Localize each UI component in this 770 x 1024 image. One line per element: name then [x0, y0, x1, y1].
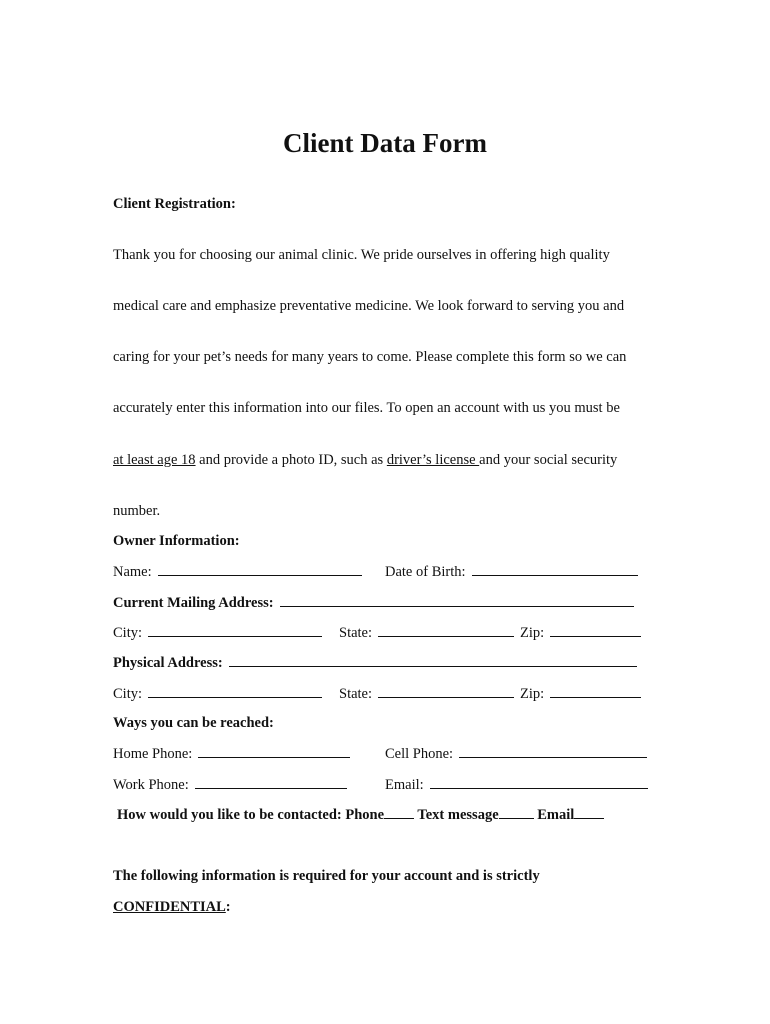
name-label: Name: — [113, 564, 152, 580]
text-option-field[interactable] — [499, 805, 534, 819]
city-label: City: — [113, 625, 143, 641]
cell-phone-field[interactable] — [459, 744, 647, 758]
intro-text-mid: and provide a photo ID, such as — [195, 452, 387, 468]
page-title: Client Data Form — [283, 128, 487, 158]
intro-line-5 — [113, 451, 617, 469]
intro-text-end: and your social security — [479, 452, 618, 468]
mailing-address-field[interactable] — [280, 593, 634, 607]
zip-label: Zip: — [520, 625, 545, 641]
dob-label: Date of Birth: — [385, 564, 466, 580]
state2-row — [339, 684, 514, 703]
owner-heading: Owner Information: — [113, 533, 240, 549]
city-row — [113, 623, 322, 642]
intro-line-2: medical care and emphasize preventative medicine. We look forward to serving you and — [113, 298, 625, 314]
work-phone-row — [113, 775, 347, 794]
mailing-row — [113, 593, 634, 612]
email-label: Email: — [385, 777, 424, 793]
state2-field[interactable] — [378, 684, 514, 698]
email-option-label: Email — [533, 807, 575, 823]
text-option-label: Text message — [414, 807, 499, 823]
intro-line-4: accurately enter this information into our files. To open an account with us you must be — [113, 400, 620, 416]
email-option-field[interactable] — [574, 805, 604, 819]
city2-row — [113, 684, 322, 703]
physical-label: Physical Address: — [113, 655, 223, 671]
dob-field[interactable] — [472, 562, 638, 576]
home-phone-row — [113, 744, 350, 763]
mailing-label: Current Mailing Address: — [113, 595, 274, 611]
state-row — [339, 623, 514, 642]
age-requirement: at least age 18 — [113, 452, 196, 468]
city-field[interactable] — [148, 623, 322, 637]
license-requirement: driver’s license — [386, 452, 480, 468]
state2-label: State: — [339, 686, 373, 702]
email-row — [385, 775, 648, 794]
state-field[interactable] — [378, 623, 514, 637]
name-field[interactable] — [158, 562, 362, 576]
dob-row — [385, 562, 638, 581]
zip2-field[interactable] — [550, 684, 641, 698]
intro-line-3: caring for your pet’s needs for many years to come. Please complete this form so we can — [113, 349, 627, 365]
zip2-label: Zip: — [520, 686, 545, 702]
contact-preference-row — [117, 805, 604, 824]
name-row — [113, 562, 362, 581]
cell-phone-label: Cell Phone: — [385, 746, 454, 762]
confidential-label: CONFIDENTIAL — [113, 899, 226, 915]
physical-row — [113, 653, 637, 672]
work-phone-field[interactable] — [195, 775, 347, 789]
city2-field[interactable] — [148, 684, 322, 698]
required-note: The following information is required for your account and is strictly — [113, 868, 540, 884]
state-label: State: — [339, 625, 373, 641]
contact-preference-label: How would you like to be contacted: Phone — [117, 807, 385, 823]
zip2-row — [520, 684, 641, 703]
physical-address-field[interactable] — [229, 653, 637, 667]
city2-label: City: — [113, 686, 143, 702]
confidential-colon: : — [225, 899, 231, 915]
work-phone-label: Work Phone: — [113, 777, 189, 793]
registration-heading: Client Registration: — [113, 196, 236, 212]
home-phone-field[interactable] — [198, 744, 350, 758]
cell-phone-row — [385, 744, 647, 763]
confidential-line — [113, 898, 231, 916]
phone-option-field[interactable] — [384, 805, 414, 819]
zip-field[interactable] — [550, 623, 641, 637]
intro-line-6: number. — [113, 503, 161, 519]
contact-heading: Ways you can be reached: — [113, 715, 274, 731]
home-phone-label: Home Phone: — [113, 746, 193, 762]
email-field[interactable] — [430, 775, 648, 789]
zip-row — [520, 623, 641, 642]
intro-line-1: Thank you for choosing our animal clinic. We pride ourselves in offering high quality — [113, 247, 610, 263]
